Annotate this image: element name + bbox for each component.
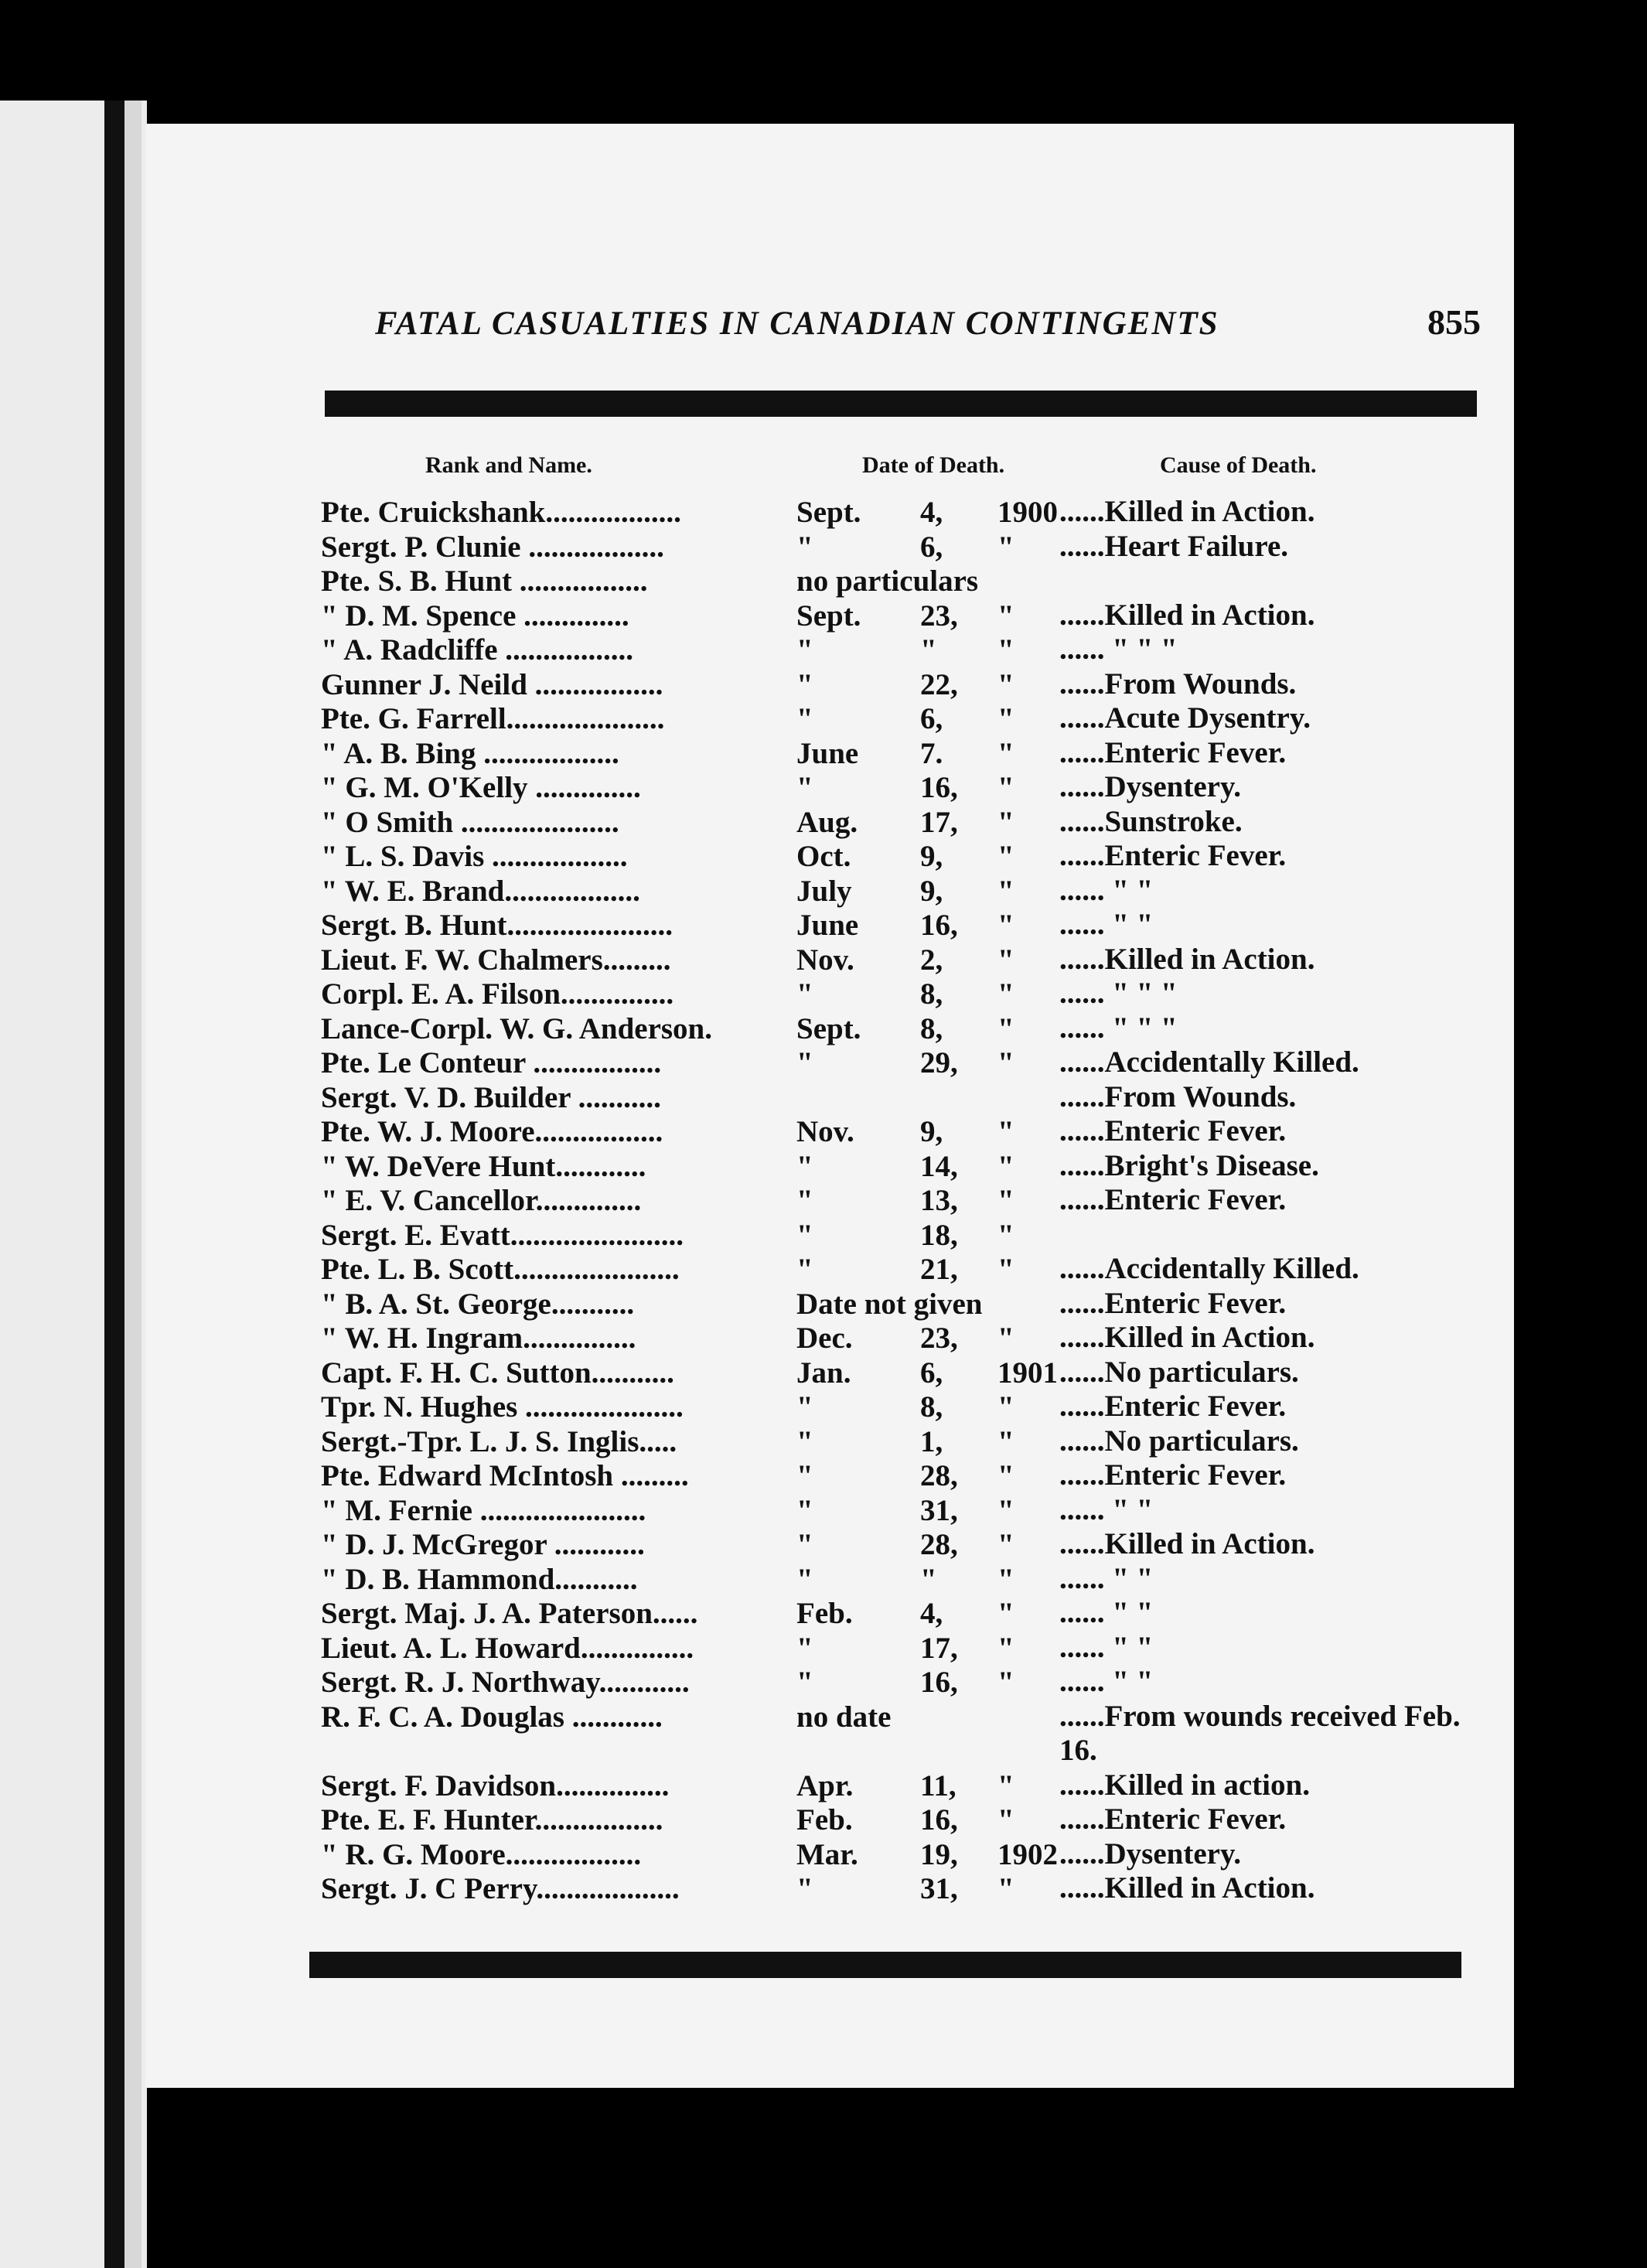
page-number: 855 bbox=[1427, 302, 1481, 342]
death-cause: ......Sunstroke. bbox=[1059, 804, 1243, 838]
death-day: 4, bbox=[920, 1597, 943, 1630]
death-month: Dec. bbox=[796, 1322, 853, 1355]
table-row bbox=[309, 495, 1485, 530]
table-row bbox=[309, 701, 1485, 736]
death-month: Jan. bbox=[796, 1356, 851, 1390]
death-year: " bbox=[997, 1184, 1014, 1217]
casualty-name: Pte. L. B. Scott...................... bbox=[321, 1253, 680, 1286]
casualty-name: Pte. Le Conteur ................. bbox=[321, 1046, 662, 1079]
death-day: 28, bbox=[920, 1459, 958, 1492]
death-day: 9, bbox=[920, 874, 943, 908]
table-row bbox=[309, 839, 1485, 874]
death-month: " bbox=[796, 1872, 813, 1905]
casualty-name: " R. G. Moore.................. bbox=[321, 1837, 642, 1871]
death-day: 7. bbox=[920, 736, 943, 770]
table-row bbox=[309, 1149, 1485, 1184]
casualty-name: Sergt. B. Hunt...................... bbox=[321, 909, 673, 942]
column-header-date: Date of Death. bbox=[862, 452, 1005, 478]
table-row bbox=[309, 530, 1485, 564]
death-day: 29, bbox=[920, 1046, 958, 1079]
death-year: " bbox=[997, 1424, 1014, 1458]
casualty-name: " O Smith ..................... bbox=[321, 805, 619, 839]
death-day: 9, bbox=[920, 1115, 943, 1148]
death-month: Mar. bbox=[796, 1837, 858, 1871]
death-day: 22, bbox=[920, 667, 958, 701]
casualty-name: " G. M. O'Kelly .............. bbox=[321, 771, 641, 804]
death-cause: ...... " " " bbox=[1059, 1011, 1178, 1045]
death-cause: ......Enteric Fever. bbox=[1059, 839, 1287, 872]
death-month: Nov. bbox=[796, 943, 854, 977]
table-row bbox=[309, 1287, 1485, 1322]
casualty-name: Sergt. P. Clunie .................. bbox=[321, 530, 664, 564]
casualty-name: Pte. Edward McIntosh ......... bbox=[321, 1459, 689, 1492]
death-day: 28, bbox=[920, 1528, 958, 1561]
death-month: June bbox=[796, 909, 859, 942]
death-year: " bbox=[997, 1631, 1014, 1665]
table-row bbox=[309, 1665, 1485, 1700]
death-day: 23, bbox=[920, 599, 958, 633]
casualty-name: " M. Fernie ...................... bbox=[321, 1493, 646, 1527]
page-header bbox=[375, 302, 1481, 356]
table-row bbox=[309, 770, 1485, 805]
death-month: Feb. bbox=[796, 1803, 853, 1837]
death-year: " bbox=[997, 633, 1014, 667]
death-cause: ......Killed in Action. bbox=[1059, 598, 1315, 632]
death-month: " bbox=[796, 633, 813, 667]
casualty-name: Pte. W. J. Moore................. bbox=[321, 1115, 663, 1148]
death-cause: ......No particulars. bbox=[1059, 1424, 1299, 1458]
casualty-name: Sergt. E. Evatt....................... bbox=[321, 1218, 684, 1252]
table-row bbox=[309, 1424, 1485, 1459]
death-cause: ......Enteric Fever. bbox=[1059, 1458, 1287, 1492]
death-month: " bbox=[796, 1253, 813, 1286]
death-month: Aug. bbox=[796, 805, 858, 839]
death-day: 6, bbox=[920, 530, 943, 564]
death-year: " bbox=[997, 1597, 1014, 1630]
death-day: 17, bbox=[920, 1631, 958, 1665]
table-row bbox=[309, 1218, 1485, 1253]
death-cause: ...... " " bbox=[1059, 1596, 1154, 1629]
death-cause: ...... " " bbox=[1059, 1561, 1154, 1595]
casualty-name: " W. H. Ingram............... bbox=[321, 1322, 636, 1355]
death-year: " bbox=[997, 1390, 1014, 1424]
death-day: 16, bbox=[920, 771, 958, 804]
death-cause: ......Enteric Fever. bbox=[1059, 1286, 1287, 1320]
table-row bbox=[309, 1011, 1485, 1046]
death-year: " bbox=[997, 1149, 1014, 1183]
death-day: 2, bbox=[920, 943, 943, 977]
casualty-name: Sergt. R. J. Northway............ bbox=[321, 1666, 690, 1699]
death-year: " bbox=[997, 1011, 1014, 1045]
death-year: " bbox=[997, 1872, 1014, 1905]
death-month: July bbox=[796, 874, 852, 908]
death-month: Oct. bbox=[796, 840, 851, 873]
casualty-name: Gunner J. Neild ................. bbox=[321, 667, 663, 701]
death-month: " bbox=[796, 667, 813, 701]
death-cause: ...... " " bbox=[1059, 873, 1154, 907]
death-year: " bbox=[997, 1046, 1014, 1079]
death-year: " bbox=[997, 771, 1014, 804]
death-month: " bbox=[796, 1424, 813, 1458]
death-year: " bbox=[997, 874, 1014, 908]
death-month: no particulars bbox=[796, 564, 979, 598]
death-day: 8, bbox=[920, 977, 943, 1011]
death-month: " bbox=[796, 1459, 813, 1492]
death-year: " bbox=[997, 1803, 1014, 1837]
casualty-name: " W. E. Brand.................. bbox=[321, 874, 640, 908]
bottom-rule bbox=[309, 1952, 1461, 1978]
death-year: " bbox=[997, 1218, 1014, 1252]
death-month: " bbox=[796, 1528, 813, 1561]
death-month: " bbox=[796, 977, 813, 1011]
table-row bbox=[309, 1802, 1485, 1837]
death-year: " bbox=[997, 840, 1014, 873]
book-gutter bbox=[104, 101, 124, 2268]
death-year: " bbox=[997, 909, 1014, 942]
death-year: " bbox=[997, 1768, 1014, 1802]
death-year: " bbox=[997, 1666, 1014, 1699]
table-row bbox=[309, 1080, 1485, 1115]
casualty-name: R. F. C. A. Douglas ............ bbox=[321, 1700, 663, 1734]
death-day: 13, bbox=[920, 1184, 958, 1217]
death-year: " bbox=[997, 1493, 1014, 1527]
death-cause: ......Bright's Disease. bbox=[1059, 1148, 1319, 1182]
death-month: " bbox=[796, 1493, 813, 1527]
death-year: 1902 bbox=[997, 1837, 1058, 1871]
death-year: " bbox=[997, 943, 1014, 977]
casualty-name: Pte. G. Farrell..................... bbox=[321, 702, 665, 735]
death-cause: ......From Wounds. bbox=[1059, 1079, 1297, 1114]
casualty-name: Sergt.-Tpr. L. J. S. Inglis..... bbox=[321, 1424, 677, 1458]
death-cause: ......Dysentery. bbox=[1059, 1837, 1242, 1871]
death-day: " bbox=[920, 633, 937, 667]
death-cause: ......Enteric Fever. bbox=[1059, 1390, 1287, 1423]
casualty-name: " D. B. Hammond........... bbox=[321, 1562, 638, 1596]
casualty-name: " B. A. St. George........... bbox=[321, 1287, 635, 1321]
table-row bbox=[309, 1183, 1485, 1218]
casualty-name: Capt. F. H. C. Sutton........... bbox=[321, 1356, 674, 1390]
death-year: " bbox=[997, 599, 1014, 633]
death-month: Sept. bbox=[796, 496, 861, 529]
casualty-name: " A. Radcliffe ................. bbox=[321, 633, 634, 667]
death-year: " bbox=[997, 530, 1014, 564]
death-cause: ......Killed in Action. bbox=[1059, 495, 1315, 528]
table-row bbox=[309, 1871, 1485, 1906]
death-cause: ......Accidentally Killed. bbox=[1059, 1252, 1359, 1285]
death-cause: ......Killed in Action. bbox=[1059, 1871, 1315, 1905]
page-title: FATAL CASUALTIES IN CANADIAN CONTINGENTS bbox=[375, 305, 1219, 342]
death-month: " bbox=[796, 1218, 813, 1252]
death-year: " bbox=[997, 1115, 1014, 1148]
table-row bbox=[309, 1114, 1485, 1149]
table-row bbox=[309, 1527, 1485, 1562]
death-day: 19, bbox=[920, 1837, 958, 1871]
table-row bbox=[309, 1252, 1485, 1287]
death-cause: ...... " " bbox=[1059, 908, 1154, 941]
casualty-name: Tpr. N. Hughes ..................... bbox=[321, 1390, 684, 1424]
death-year: " bbox=[997, 667, 1014, 701]
death-cause: ......Enteric Fever. bbox=[1059, 1114, 1287, 1148]
page-edge bbox=[124, 101, 142, 2268]
death-month: " bbox=[796, 1390, 813, 1424]
death-cause: ...... " " bbox=[1059, 1630, 1154, 1664]
death-day: " bbox=[920, 1562, 937, 1596]
death-month: " bbox=[796, 1666, 813, 1699]
table-row bbox=[309, 1321, 1485, 1356]
death-month: Date not given bbox=[796, 1287, 983, 1321]
death-month: Feb. bbox=[796, 1597, 853, 1630]
casualty-name: " L. S. Davis .................. bbox=[321, 840, 628, 873]
death-cause: ......Killed in Action. bbox=[1059, 1321, 1315, 1354]
table-row bbox=[309, 736, 1485, 771]
table-row bbox=[309, 1700, 1485, 1768]
death-day: 18, bbox=[920, 1218, 958, 1252]
column-header-rank-name: Rank and Name. bbox=[425, 452, 592, 478]
death-day: 23, bbox=[920, 1322, 958, 1355]
death-month: " bbox=[796, 702, 813, 735]
table-row bbox=[309, 1562, 1485, 1597]
death-cause: ......Enteric Fever. bbox=[1059, 1802, 1287, 1836]
death-month: " bbox=[796, 771, 813, 804]
death-month: " bbox=[796, 530, 813, 564]
casualty-name: Corpl. E. A. Filson............... bbox=[321, 977, 674, 1011]
death-day: 16, bbox=[920, 1803, 958, 1837]
death-year: " bbox=[997, 805, 1014, 839]
table-row bbox=[309, 1493, 1485, 1528]
death-day: 16, bbox=[920, 909, 958, 942]
death-month: June bbox=[796, 736, 859, 770]
casualty-name: Pte. E. F. Hunter................. bbox=[321, 1803, 663, 1837]
death-month: " bbox=[796, 1562, 813, 1596]
death-month: Sept. bbox=[796, 599, 861, 633]
death-cause: ......Killed in action. bbox=[1059, 1768, 1310, 1802]
death-cause: ...... " " " bbox=[1059, 633, 1178, 666]
death-cause: ...... " " " bbox=[1059, 977, 1178, 1010]
death-month: " bbox=[796, 1149, 813, 1183]
death-cause: ......Enteric Fever. bbox=[1059, 735, 1287, 769]
death-day: 17, bbox=[920, 805, 958, 839]
table-row bbox=[309, 908, 1485, 943]
death-cause: ......Killed in Action. bbox=[1059, 1527, 1315, 1560]
death-day: 6, bbox=[920, 702, 943, 735]
table-row bbox=[309, 599, 1485, 633]
death-year: 1901 bbox=[997, 1356, 1058, 1390]
table-row bbox=[309, 633, 1485, 667]
table-row bbox=[309, 1837, 1485, 1872]
table-row bbox=[309, 1390, 1485, 1424]
death-cause: ......Enteric Fever. bbox=[1059, 1183, 1287, 1216]
death-day: 1, bbox=[920, 1424, 943, 1458]
death-day: 14, bbox=[920, 1149, 958, 1183]
death-month: Apr. bbox=[796, 1768, 854, 1802]
death-year: " bbox=[997, 1528, 1014, 1561]
table-row bbox=[309, 977, 1485, 1011]
casualty-name: " E. V. Cancellor.............. bbox=[321, 1184, 642, 1217]
casualty-name: Pte. S. B. Hunt ................. bbox=[321, 564, 648, 598]
table-row bbox=[309, 943, 1485, 977]
death-day: 21, bbox=[920, 1253, 958, 1286]
table-row bbox=[309, 1356, 1485, 1390]
death-cause: ......Acute Dysentry. bbox=[1059, 701, 1311, 735]
death-year: " bbox=[997, 702, 1014, 735]
death-day: 4, bbox=[920, 496, 943, 529]
death-year: " bbox=[997, 1459, 1014, 1492]
death-cause: ......From Wounds. bbox=[1059, 667, 1297, 701]
casualty-name: Pte. Cruickshank.................. bbox=[321, 496, 681, 529]
death-day: 16, bbox=[920, 1666, 958, 1699]
casualty-name: Sergt. Maj. J. A. Paterson...... bbox=[321, 1597, 698, 1630]
death-cause: ...... " " bbox=[1059, 1492, 1154, 1526]
death-cause: ...... " " bbox=[1059, 1665, 1154, 1698]
death-month: no date bbox=[796, 1700, 892, 1734]
death-year: " bbox=[997, 1253, 1014, 1286]
death-day: 31, bbox=[920, 1493, 958, 1527]
table-row bbox=[309, 874, 1485, 909]
death-cause: ......Killed in Action. bbox=[1059, 942, 1315, 976]
death-day: 8, bbox=[920, 1390, 943, 1424]
casualty-name: " D. M. Spence .............. bbox=[321, 599, 629, 633]
table-row bbox=[309, 667, 1485, 702]
casualty-name: " D. J. McGregor ............ bbox=[321, 1528, 645, 1561]
table-row bbox=[309, 1045, 1485, 1080]
table-row bbox=[309, 1631, 1485, 1666]
death-cause: ......From wounds received Feb. 16. bbox=[1059, 1699, 1461, 1767]
death-month: " bbox=[796, 1046, 813, 1079]
death-year: " bbox=[997, 977, 1014, 1011]
death-cause: ......Heart Failure. bbox=[1059, 529, 1289, 563]
death-month: " bbox=[796, 1631, 813, 1665]
table-row bbox=[309, 1768, 1485, 1803]
death-cause: ......Accidentally Killed. bbox=[1059, 1045, 1359, 1079]
casualty-name: " A. B. Bing .................. bbox=[321, 736, 619, 770]
casualty-name: Sergt. J. C Perry................... bbox=[321, 1872, 680, 1905]
death-year: " bbox=[997, 736, 1014, 770]
death-day: 8, bbox=[920, 1011, 943, 1045]
casualty-name: " W. DeVere Hunt............ bbox=[321, 1149, 646, 1183]
death-day: 9, bbox=[920, 840, 943, 873]
death-day: 31, bbox=[920, 1872, 958, 1905]
death-day: 11, bbox=[920, 1768, 956, 1802]
death-year: 1900 bbox=[997, 496, 1058, 529]
death-cause: ......No particulars. bbox=[1059, 1355, 1299, 1389]
casualty-name: Lance-Corpl. W. G. Anderson. bbox=[321, 1011, 712, 1045]
death-day: 6, bbox=[920, 1356, 943, 1390]
table-row bbox=[309, 1458, 1485, 1493]
death-year: " bbox=[997, 1322, 1014, 1355]
death-cause: ......Dysentery. bbox=[1059, 770, 1242, 803]
death-month: Nov. bbox=[796, 1115, 854, 1148]
casualty-name: Sergt. F. Davidson............... bbox=[321, 1768, 670, 1802]
death-month: " bbox=[796, 1184, 813, 1217]
table-row bbox=[309, 805, 1485, 840]
casualty-name: Lieut. F. W. Chalmers......... bbox=[321, 943, 671, 977]
casualty-name: Sergt. V. D. Builder ........... bbox=[321, 1080, 661, 1114]
death-month: Sept. bbox=[796, 1011, 861, 1045]
column-header-cause: Cause of Death. bbox=[1160, 452, 1317, 478]
casualty-name: Lieut. A. L. Howard............... bbox=[321, 1631, 694, 1665]
casualty-list bbox=[309, 495, 1485, 1906]
death-year: " bbox=[997, 1562, 1014, 1596]
top-rule bbox=[325, 391, 1477, 417]
table-row bbox=[309, 1596, 1485, 1631]
table-row bbox=[309, 564, 1485, 599]
